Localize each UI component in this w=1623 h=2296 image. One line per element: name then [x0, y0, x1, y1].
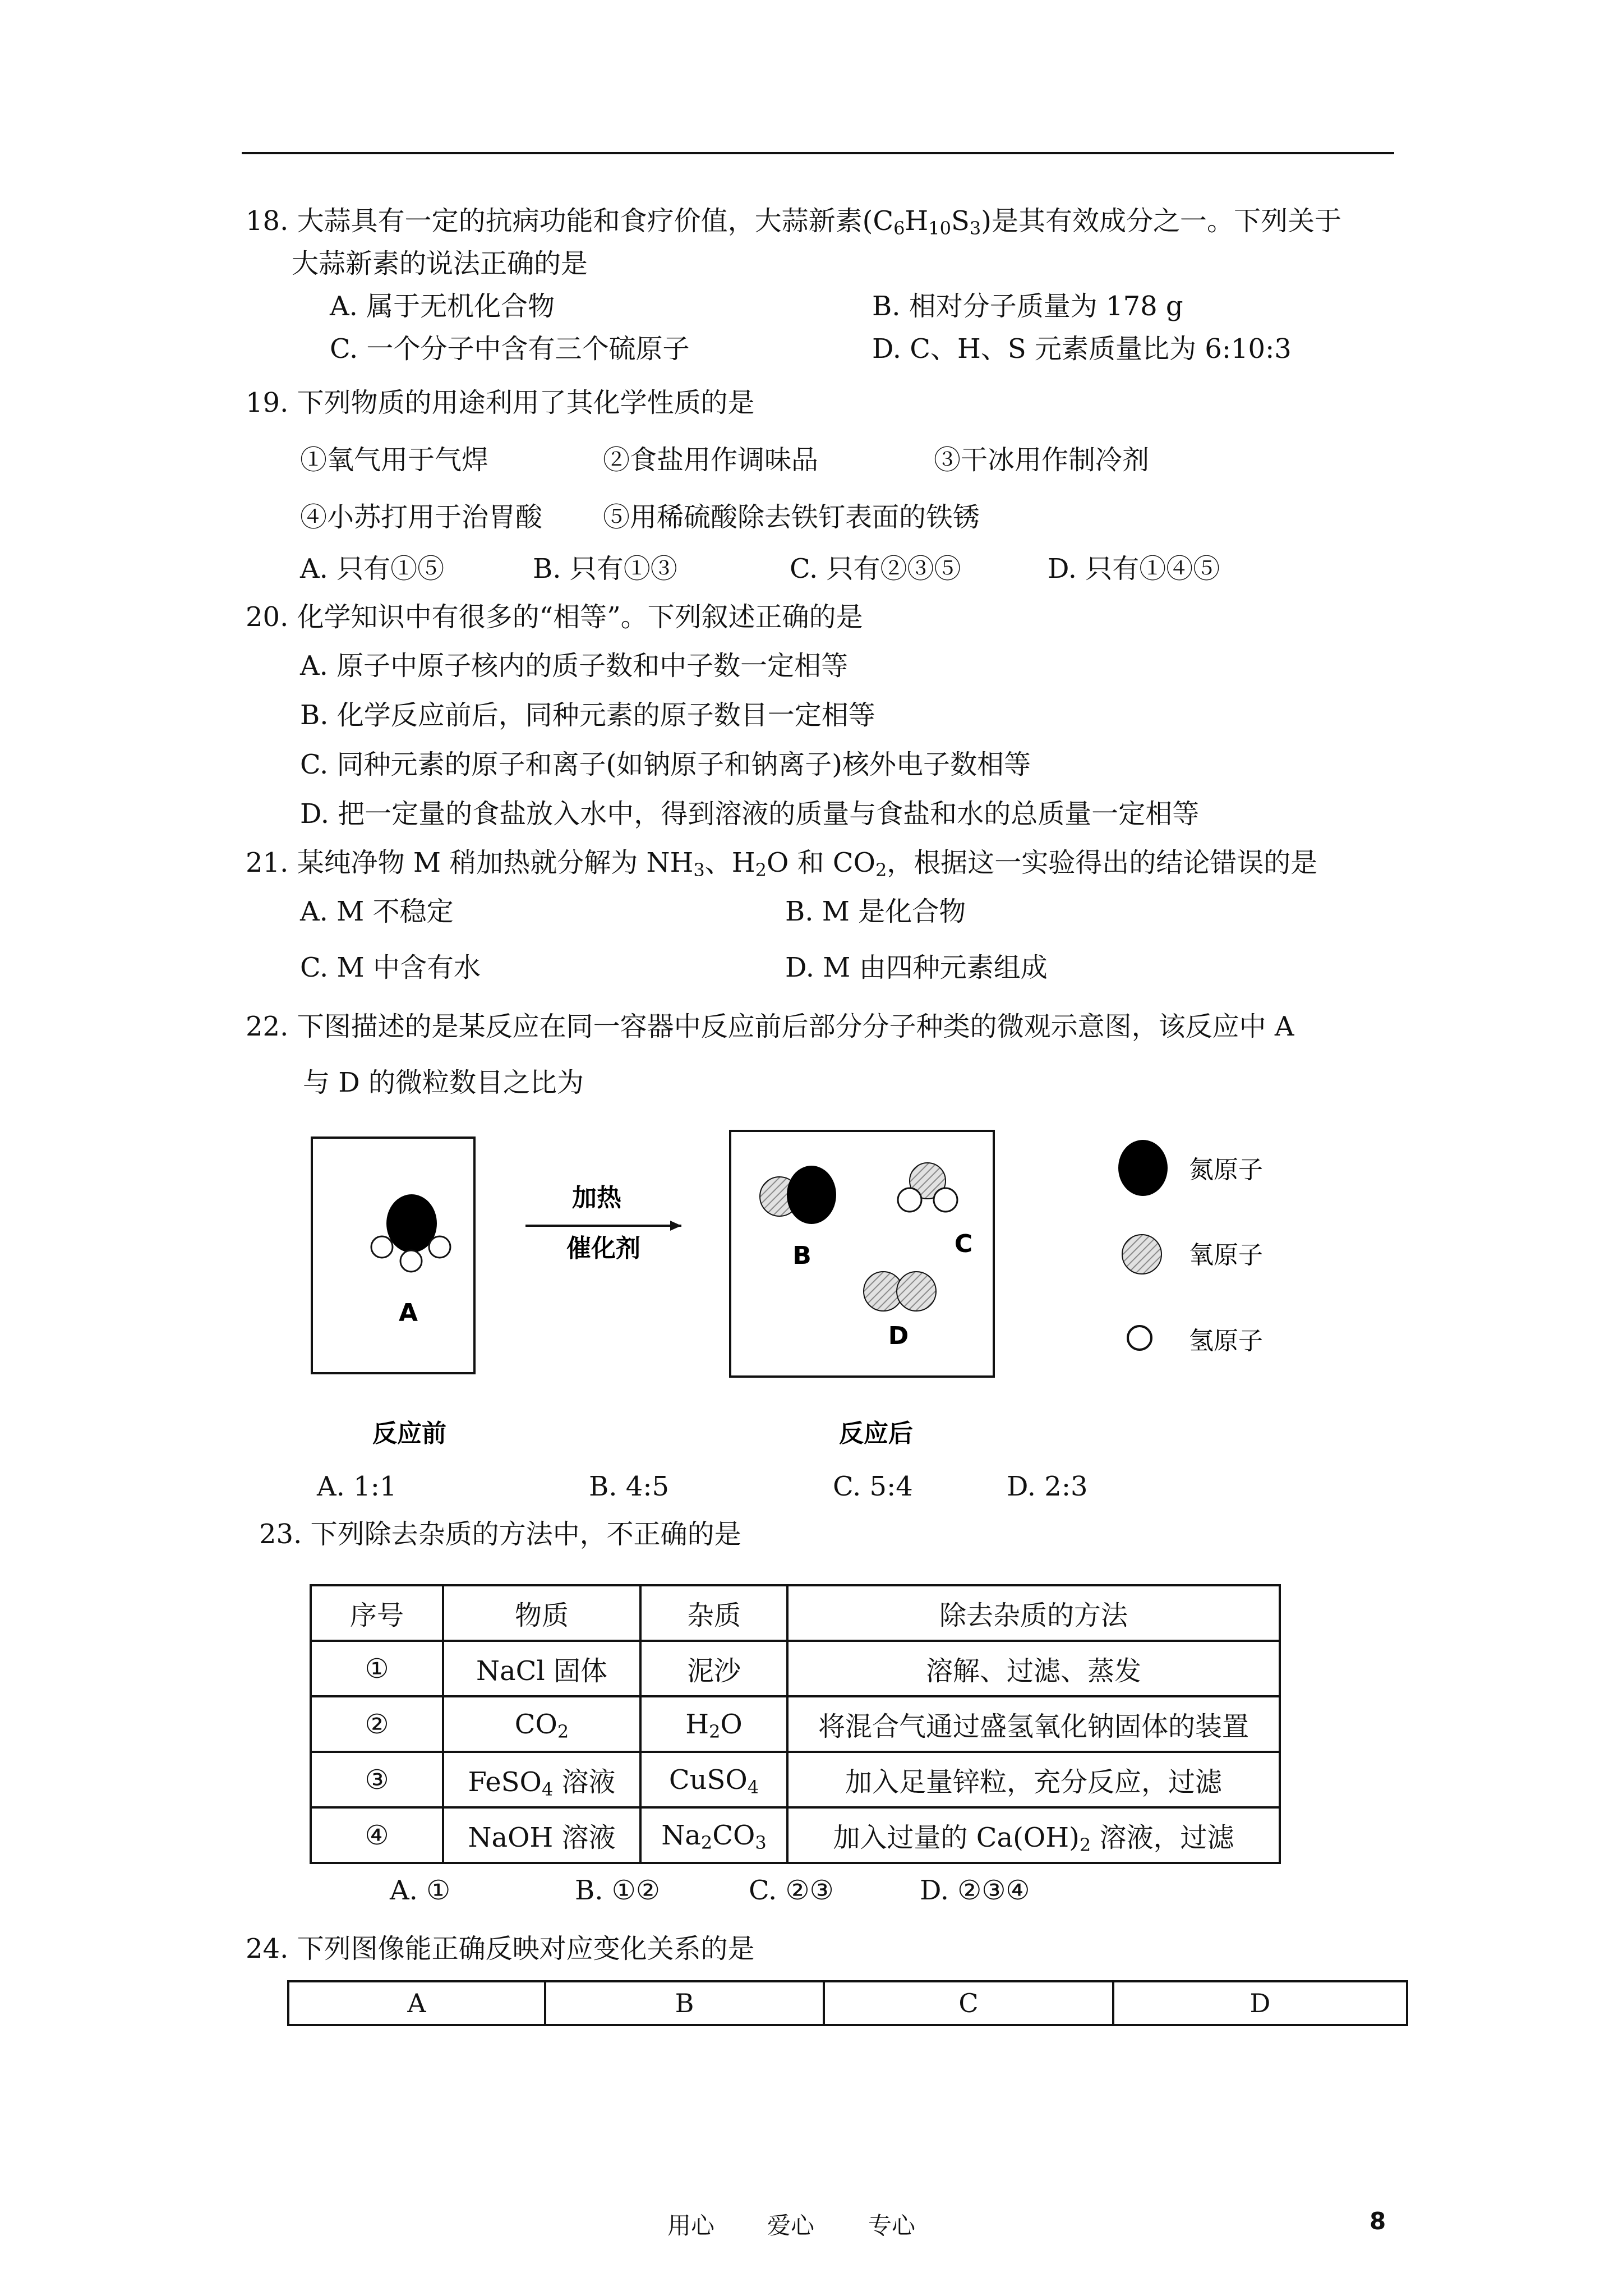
condition-heat: 加热 — [572, 1184, 621, 1212]
row-index: ④ — [311, 1807, 443, 1863]
header-substance: 物质 — [443, 1585, 640, 1641]
q22-stem-line1: 22. 下图描述的是某反应在同一容器中反应前后部分分子种类的微观示意图，该反应中 A — [246, 1011, 1294, 1042]
nitrogen-atom — [787, 1166, 836, 1224]
footer-motto-1: 用心 — [667, 2212, 715, 2239]
q20-option-a: A. 原子中原子核内的质子数和中子数一定相等 — [300, 650, 849, 682]
row-substance: NaOH 溶液 — [443, 1807, 640, 1863]
impurity-table — [310, 1584, 1281, 1864]
q20-option-b: B. 化学反应前后，同种元素的原子数目一定相等 — [300, 700, 875, 731]
q19-option-b: B. 只有①③ — [533, 553, 677, 585]
caption-before: 反应前 — [372, 1419, 446, 1448]
q24-col-b: B — [545, 1981, 824, 2025]
q24-stem: 24. 下列图像能正确反映对应变化关系的是 — [246, 1933, 755, 1964]
q20-option-c: C. 同种元素的原子和离子(如钠原子和钠离子)核外电子数相等 — [300, 749, 1031, 780]
q23-option-a: A. ① — [390, 1875, 451, 1906]
q18-option-a: A. 属于无机化合物 — [330, 291, 555, 322]
q21-option-c: C. M 中含有水 — [300, 952, 481, 983]
q18-stem-line1: 18. 大蒜具有一定的抗病功能和食疗价值，大蒜新素$(C_6H_{10}S_3)$是其有效成分之一。下列关于 — [246, 205, 1341, 239]
label-c: C — [954, 1230, 973, 1258]
reaction-diagram — [303, 1122, 1301, 1470]
legend-oxygen-icon — [1122, 1235, 1161, 1274]
row-substance: FeSO$_4$ 溶液 — [443, 1752, 640, 1807]
arrow-head — [670, 1221, 681, 1231]
table-row — [311, 1641, 1280, 1696]
q19-item-3: ③干冰用作制冷剂 — [934, 444, 1150, 476]
hydrogen-atom — [371, 1236, 393, 1258]
hydrogen-atom — [400, 1250, 422, 1272]
q19-item-1: ①氧气用于气焊 — [300, 444, 489, 476]
q18-stem-line2: 大蒜新素的说法正确的是 — [292, 248, 588, 279]
row-index: ① — [311, 1641, 443, 1696]
table-row — [311, 1752, 1280, 1807]
page-number: 8 — [1370, 2207, 1386, 2235]
q19-item-2: ②食盐用作调味品 — [603, 444, 819, 476]
q23-option-c: C. ②③ — [749, 1875, 834, 1906]
row-method: 加入过量的 $Ca(OH)_2$ 溶液，过滤 — [787, 1807, 1280, 1863]
label-b: B — [792, 1241, 811, 1270]
legend-nitrogen-icon — [1118, 1140, 1168, 1196]
q23-stem: 23. 下列除去杂质的方法中，不正确的是 — [259, 1519, 741, 1550]
header-rule — [242, 152, 1394, 154]
table-row — [288, 1981, 1407, 2025]
q19-stem: 19. 下列物质的用途利用了其化学性质的是 — [246, 387, 755, 418]
oxygen-atom — [897, 1272, 936, 1311]
row-method: 将混合气通过盛氢氧化钠固体的装置 — [787, 1696, 1280, 1752]
label-a: A — [398, 1299, 418, 1327]
table-row — [311, 1807, 1280, 1863]
q23-option-d: D. ②③④ — [920, 1875, 1030, 1906]
q22-option-d: D. 2:3 — [1007, 1471, 1088, 1502]
hydrogen-atom — [934, 1188, 957, 1212]
legend — [1118, 1140, 1263, 1355]
table-row — [311, 1696, 1280, 1752]
q18-option-c: C. 一个分子中含有三个硫原子 — [330, 333, 690, 365]
row-impurity: CuSO$_4$ — [640, 1752, 787, 1807]
q21-option-a: A. M 不稳定 — [300, 896, 454, 927]
legend-oxygen-label: 氧原子 — [1189, 1241, 1263, 1269]
q19-item-5: ⑤用稀硫酸除去铁钉表面的铁锈 — [603, 501, 980, 533]
footer-motto-3: 专心 — [868, 2212, 916, 2239]
q20-option-d: D. 把一定量的食盐放入水中，得到溶液的质量与食盐和水的总质量一定相等 — [300, 798, 1200, 830]
q21-option-b: B. M 是化合物 — [785, 896, 966, 927]
legend-nitrogen-label: 氮原子 — [1189, 1156, 1263, 1184]
q23-option-b: B. ①② — [575, 1875, 660, 1906]
q22-option-b: B. 4:5 — [589, 1471, 670, 1502]
row-substance: $CO_2$ — [443, 1696, 640, 1752]
row-index: ③ — [311, 1752, 443, 1807]
q18-option-b: B. 相对分子质量为 178 g — [872, 291, 1183, 322]
q24-col-a: A — [288, 1981, 545, 2025]
q22-stem-line2: 与 D 的微粒数目之比为 — [303, 1067, 584, 1098]
before-box — [312, 1138, 474, 1373]
q19-option-d: D. 只有①④⑤ — [1048, 553, 1220, 585]
condition-catalyst: 催化剂 — [566, 1234, 640, 1263]
q22-option-c: C. 5:4 — [833, 1471, 913, 1502]
hydrogen-atom — [898, 1188, 921, 1212]
q19-option-c: C. 只有②③⑤ — [790, 553, 961, 585]
table-header-row — [311, 1585, 1280, 1641]
q18-option-d: D. C、H、S 元素质量比为 6:10:3 — [872, 333, 1292, 365]
header-index: 序号 — [311, 1585, 443, 1641]
row-impurity: $H_2O$ — [640, 1696, 787, 1752]
q20-stem: 20. 化学知识中有很多的“相等”。下列叙述正确的是 — [246, 601, 863, 633]
row-method: 加入足量锌粒，充分反应，过滤 — [787, 1752, 1280, 1807]
q24-col-c: C — [824, 1981, 1113, 2025]
header-impurity: 杂质 — [640, 1585, 787, 1641]
q24-col-d: D — [1113, 1981, 1407, 2025]
label-d: D — [888, 1322, 909, 1350]
row-impurity: $Na_2CO_3$ — [640, 1807, 787, 1863]
q21-stem: 21. 某纯净物 M 稍加热就分解为 $NH_3$、$H_2O$ 和 $CO_2$，根据这一实验得出的结论错误的是 — [246, 847, 1318, 881]
row-impurity: 泥沙 — [640, 1641, 787, 1696]
row-method: 溶解、过滤、蒸发 — [787, 1641, 1280, 1696]
footer-motto-2: 爱心 — [767, 2212, 815, 2239]
caption-after: 反应后 — [839, 1419, 913, 1448]
q19-item-4: ④小苏打用于治胃酸 — [300, 501, 543, 533]
row-index: ② — [311, 1696, 443, 1752]
hydrogen-atom — [429, 1236, 450, 1258]
header-method: 除去杂质的方法 — [787, 1585, 1280, 1641]
q21-option-d: D. M 由四种元素组成 — [785, 952, 1048, 983]
legend-hydrogen-icon — [1128, 1326, 1151, 1350]
legend-hydrogen-label: 氢原子 — [1189, 1327, 1263, 1355]
q22-option-a: A. 1:1 — [317, 1471, 397, 1502]
q24-answer-grid — [287, 1980, 1408, 2026]
q19-option-a: A. 只有①⑤ — [300, 553, 445, 585]
row-substance: NaCl 固体 — [443, 1641, 640, 1696]
